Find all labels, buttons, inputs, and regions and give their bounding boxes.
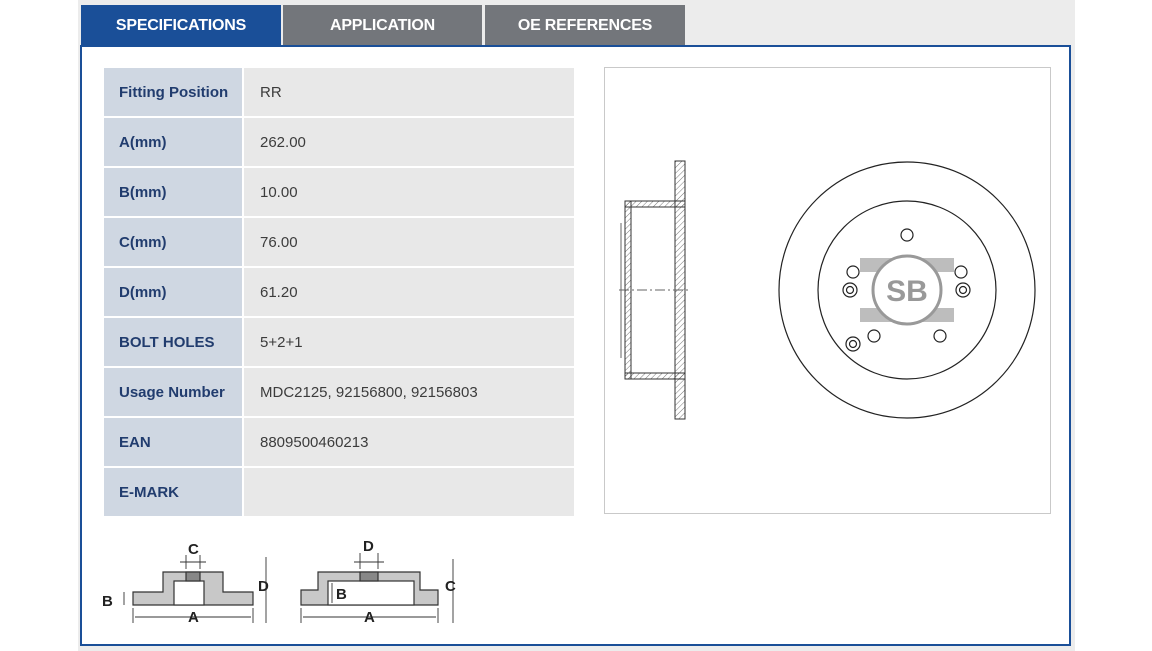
disc-side-profile: [619, 161, 691, 419]
spec-value: RR: [244, 68, 574, 116]
tab-application[interactable]: APPLICATION: [283, 5, 482, 46]
dim-label-d-right: D: [363, 538, 374, 555]
spec-row-c: [104, 218, 574, 266]
spec-value: [244, 468, 574, 516]
spec-label: BOLT HOLES: [104, 318, 242, 366]
spec-value: 8809500460213: [244, 418, 574, 466]
spec-label: B(mm): [104, 168, 242, 216]
tab-oe-references[interactable]: OE REFERENCES: [485, 5, 685, 46]
spec-row-d: [104, 268, 574, 316]
spec-value: 5+2+1: [244, 318, 574, 366]
spec-value: 262.00: [244, 118, 574, 166]
dim-label-c: C: [188, 541, 199, 558]
dim-label-d: D: [258, 578, 269, 595]
spec-label: Fitting Position: [104, 68, 242, 116]
spec-label: D(mm): [104, 268, 242, 316]
spec-value: 10.00: [244, 168, 574, 216]
brake-disc-svg: [605, 68, 1050, 513]
spec-row-b: [104, 168, 574, 216]
dimension-diagram-svg: [98, 535, 478, 635]
sb-logo-text: SB: [886, 275, 928, 308]
spec-label: EAN: [104, 418, 242, 466]
brake-disc-drawing: [604, 67, 1051, 514]
tab-specifications[interactable]: SPECIFICATIONS: [81, 5, 281, 46]
spec-row-bolt-holes: [104, 318, 574, 366]
spec-label: A(mm): [104, 118, 242, 166]
dimension-diagram: [98, 535, 478, 635]
spec-value: MDC2125, 92156800, 92156803: [244, 368, 574, 416]
spec-table: [104, 68, 574, 518]
spec-row-a: [104, 118, 574, 166]
dim-label-b-right: B: [336, 586, 347, 603]
spec-label: C(mm): [104, 218, 242, 266]
spec-row-e-mark: [104, 468, 574, 516]
dim-label-b: B: [102, 593, 113, 610]
dim-label-a-right: A: [364, 609, 375, 626]
spec-row-fitting-position: [104, 68, 574, 116]
spec-label: E-MARK: [104, 468, 242, 516]
spec-row-usage-number: [104, 368, 574, 416]
spec-value: 76.00: [244, 218, 574, 266]
spec-row-ean: [104, 418, 574, 466]
spec-label: Usage Number: [104, 368, 242, 416]
sb-logo: [860, 256, 954, 324]
spec-value: 61.20: [244, 268, 574, 316]
dim-label-c-right: C: [445, 578, 456, 595]
dim-label-a: A: [188, 609, 199, 626]
